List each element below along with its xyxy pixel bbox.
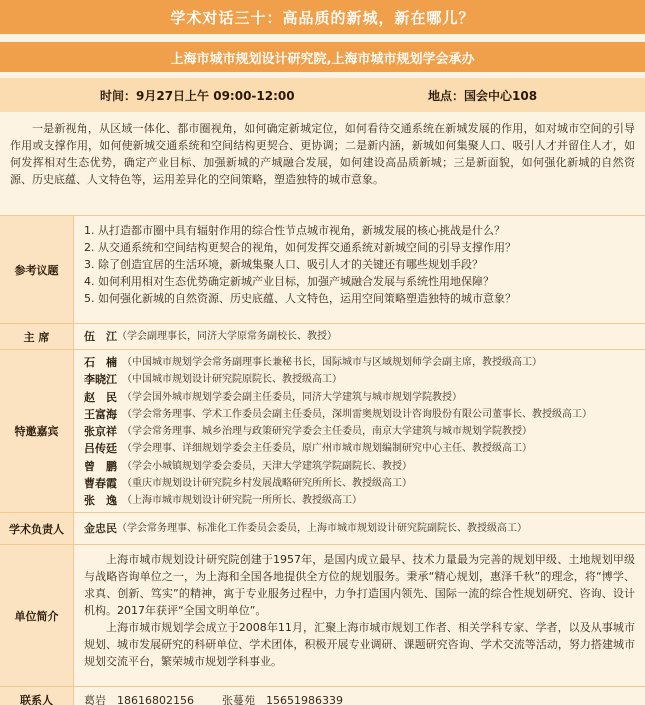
page-title: 学术对话三十：高品质的新城，新在哪儿？: [0, 0, 645, 34]
guest-name: 王富海: [84, 407, 117, 421]
topic-item: 5. 如何强化新城的自然资源、历史底蕴、人文特色，运用空间策略塑造独特的城市意象？: [84, 292, 516, 305]
guest-item: [84, 440, 635, 457]
unit-row: [0, 545, 645, 687]
guest-item: [84, 371, 635, 388]
host-row: [0, 324, 645, 350]
academic-row: [0, 513, 645, 545]
guests-row: [0, 350, 645, 513]
unit-label: 单位简介: [0, 545, 74, 686]
topic-item: 1. 从打造都市圈中具有辐射作用的综合性节点城市视角，新城发展的核心挑战是什么？: [84, 224, 505, 237]
guest-item: [84, 389, 635, 406]
guest-item: [84, 423, 635, 440]
guest-desc: （学会常务理事、学术工作委员会副主任委员，深圳雷奥规划设计咨询股份有限公司董事长、教授级高工）: [122, 408, 592, 420]
organizer-banner: 上海市城市规划设计研究院,上海市城市规划学会承办: [0, 42, 645, 72]
guest-desc: （学会理事、详细规划学委会主任委员，原广州市城市规划编制研究中心主任、教授级高工）: [122, 443, 532, 455]
guest-desc: （重庆市规划设计研究院乡村发展战略研究所所长、教授级高工）: [122, 478, 412, 490]
guest-desc: （上海市城市规划设计研究院一所所长、教授级高工）: [122, 495, 362, 507]
guest-item: [84, 475, 635, 492]
guest-name: 张 逸: [84, 494, 117, 508]
topics-list: [74, 216, 645, 323]
topic-item: 4. 如何利用相对生态优势确定新城产业目标，加强产城融合发展与系统性用地保障？: [84, 275, 494, 288]
guest-desc: （学会常务理事、城乡治理与政策研究学委会主任委员，南京大学建筑与城市规划学院教授）: [122, 426, 532, 438]
unit-paragraph: 上海市城市规划学会成立于2008年11月，汇聚上海市城市规划工作者、相关学科专家、学者，以及从事城市规划、城市发展研究的科研单位、学术团体，积极开展专业调研、课题研究咨询、学术交流等活动，努力搭建城市规划交流平台，繁荣城市规划学科事业。: [84, 621, 635, 668]
topics-label: 参考议题: [0, 216, 74, 323]
intro-text: 一是新视角，从区域一体化、都市圈视角，如何确定新城定位，如何看待交通系统在新城发展的作用，如对城市空间的引导作用或支撑作用，如何使新城交通系统和空间结构更契合、更协调；二是新内涵，新城如何集聚人口、吸引人才并留住人才，如何发挥相对生态优势，确定产业目标、加强新城的产城融合发展，如何建设高品质新城；三是新面貌，如何强化新城的自然资源、历史底蕴、人文特色等，运用差异化的空间策略，塑造独特的城市意象。: [0, 112, 645, 216]
academic-desc: （学会常务理事、标准化工作委员会委员，上海市城市规划设计研究院副院长、教授级高工）: [117, 523, 527, 534]
guest-name: 曾 鹏: [84, 459, 117, 473]
guest-item: [84, 354, 635, 371]
guest-name: 李晓江: [84, 373, 117, 387]
host-name: 伍 江: [84, 330, 117, 343]
contact-row: [0, 687, 645, 705]
guest-name: 石 楠: [84, 356, 117, 369]
guest-item: [84, 492, 635, 509]
guest-desc: （中国城市规划设计研究院原院长、教授级高工）: [122, 374, 342, 386]
guests-label: 特邀嘉宾: [0, 350, 74, 512]
guest-item: [84, 458, 635, 475]
guest-desc: （学会小城镇规划学委会委员，天津大学建筑学院副院长、教授）: [122, 460, 412, 472]
guest-name: 曹春霞: [84, 477, 117, 491]
guests-list: [74, 350, 645, 512]
guest-name: 吕传廷: [84, 442, 117, 456]
contact-1: 葛岩 18616802156: [84, 693, 194, 705]
time-place-bar: [0, 78, 645, 112]
guest-item: [84, 406, 635, 423]
guest-name: 赵 民: [84, 390, 117, 404]
topics-row: [0, 216, 645, 324]
event-place: 地点：国会中心108: [428, 88, 538, 103]
guest-desc: （学会国外城市规划学委会副主任委员，同济大学建筑与城市规划学院教授）: [122, 391, 462, 403]
host-desc: （学会副理事长，同济大学原常务副校长、教授）: [117, 330, 337, 342]
unit-paragraph: 上海市城市规划设计研究院创建于1957年，是国内成立最早、技术力量最为完善的规划甲级、土地规划甲级与战略咨询单位之一，为上海和全国各地提供全方位的规划服务。秉承“精心规划，惠泽千秋”的理念，将“博学、求真、创新、笃实”的精神，寓于专业服务过程中，力争打造国内领先、国际一流的综合性规划研究、咨询、设计机构。2017年获评“全国文明单位”。: [84, 553, 635, 617]
academic-name: 金忠民: [84, 522, 117, 535]
topic-item: 2. 从交通系统和空间结构更契合的视角，如何发挥交通系统对新城空间的引导支撑作用？: [84, 241, 516, 254]
host-label: 主 席: [0, 324, 74, 349]
guest-name: 张京祥: [84, 425, 117, 439]
event-time: 时间：9月27日上午 09:00-12:00: [100, 88, 295, 103]
contact-2: 张蔓苑 15651986339: [221, 693, 343, 705]
guest-desc: （中国城市规划学会常务副理事长兼秘书长，国际城市与区域规划师学会副主席，教授级高工）: [122, 357, 542, 368]
academic-label: 学术负责人: [0, 513, 74, 544]
topic-item: 3. 除了创造宜居的生活环境，新城集聚人口、吸引人才的关键还有哪些规划手段？: [84, 258, 483, 271]
contact-label: 联系人: [0, 687, 74, 705]
